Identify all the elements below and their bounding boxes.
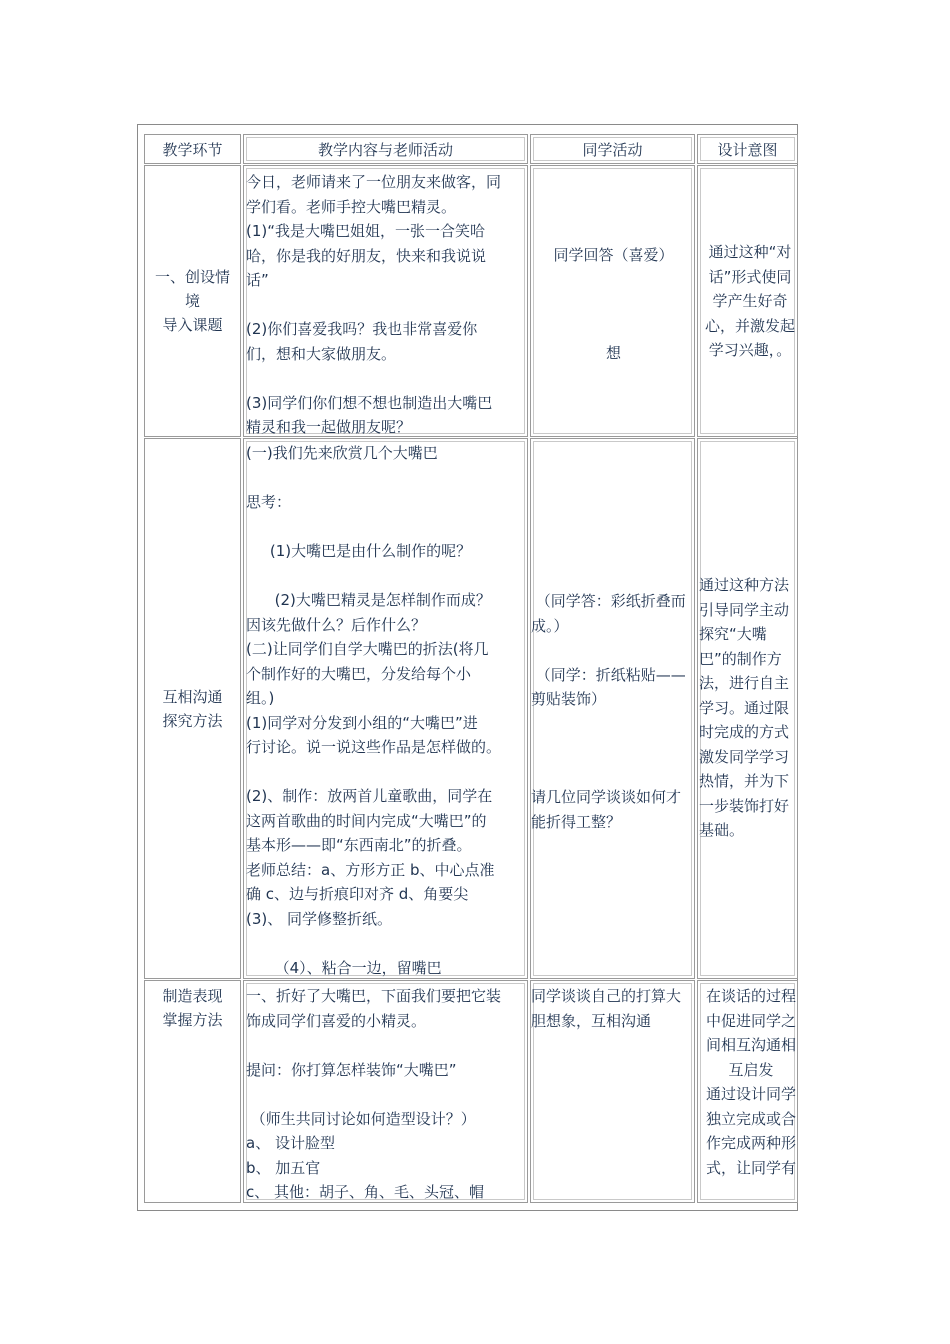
cell-line: (二)让同学们自学大嘴巴的折法(将几	[246, 640, 489, 658]
cell-line: 确 c、边与折痕印对齐 d、角要尖	[246, 885, 469, 903]
cell-line: 导入课题	[162, 316, 223, 334]
cell-line: 学们看。老师手控大嘴巴精灵。	[246, 197, 457, 216]
cell-line: （师生共同讨论如何造型设计？）	[246, 1109, 476, 1128]
cell-line: 通过这种“对	[708, 243, 792, 261]
row1-content	[243, 165, 528, 437]
cell-line: 老师总结：a、方形方正 b、中心点准	[246, 860, 495, 879]
cell-line: （同学：折纸粘贴——	[531, 665, 686, 684]
cell-line	[246, 1082, 501, 1107]
cell-line: 学产生好奇	[712, 292, 788, 310]
cell-line: 同学谈谈自己的打算大	[531, 987, 682, 1005]
header-label: 设计意图	[717, 140, 778, 159]
header-student	[530, 134, 695, 164]
cell-line: 学习。通过限	[699, 698, 790, 717]
row2-intent	[697, 438, 798, 979]
cell-line: （4）、粘合一边，留嘴巴	[246, 958, 442, 977]
cell-line: 胆想象，互相沟通	[531, 1011, 652, 1030]
cell-line: 饰成同学们喜爱的小精灵。	[246, 1011, 427, 1030]
cell-line: (2)你们喜爱我吗？我也非常喜爱你	[246, 320, 478, 338]
cell-line	[531, 268, 695, 293]
cell-line	[531, 761, 686, 786]
cell-line: 今日，老师请来了一位朋友来做客，同	[246, 173, 502, 191]
cell-line: 思考：	[246, 493, 292, 511]
cell-line: b、 加五官	[246, 1158, 321, 1177]
cell-line	[246, 466, 501, 491]
cell-line: 互相沟通	[162, 687, 223, 706]
header-content	[243, 134, 528, 164]
cell-line: 境	[184, 292, 200, 310]
cell-line: 基础。	[699, 821, 745, 839]
cell-line: 剪贴装饰）	[531, 690, 607, 708]
cell-line: (1)大嘴巴是由什么制作的呢？	[246, 542, 472, 560]
cell-line: 通过设计同学	[705, 1085, 796, 1103]
cell-line: 作完成两种形	[705, 1134, 796, 1152]
cell-line: 探究方法	[162, 711, 223, 730]
cell-line: 们，想和大家做朋友。	[246, 344, 397, 363]
cell-line	[246, 515, 501, 540]
cell-line: 独立完成或合	[705, 1109, 796, 1128]
cell-line: 想	[605, 344, 621, 362]
row1-stage	[144, 165, 241, 437]
cell-line: 话”	[246, 271, 269, 289]
cell-line	[531, 317, 695, 342]
cell-line	[246, 760, 501, 785]
cell-line: 能折得工整？	[531, 812, 622, 831]
row2-content	[243, 438, 528, 979]
cell-line: 掌握方法	[162, 1011, 223, 1029]
cell-line: 这两首歌曲的时间内完成“大嘴巴”的	[246, 811, 487, 830]
cell-line: 巴”的制作方	[699, 649, 782, 668]
cell-line: 式，让同学有	[705, 1158, 796, 1177]
cell-line	[531, 292, 695, 317]
cell-line: 请几位同学谈谈如何才	[531, 788, 682, 806]
cell-line: 中促进同学之	[705, 1011, 796, 1030]
cell-line: 通过这种方法	[699, 576, 790, 594]
header-label: 教学内容与老师活动	[317, 140, 453, 159]
cell-line: 时完成的方式	[699, 723, 790, 741]
cell-line: 基本形——即“东西南北”的折叠。	[246, 836, 472, 854]
cell-line: (一)我们先来欣赏几个大嘴巴	[246, 444, 438, 462]
cell-line: (1)同学对分发到小组的“大嘴巴”进	[246, 713, 478, 732]
cell-line: 间相互沟通相	[705, 1036, 796, 1054]
row3-intent	[697, 980, 798, 1203]
cell-line: 一、创设情	[154, 268, 230, 286]
row2-student	[530, 438, 695, 979]
header-label: 教学环节	[162, 140, 223, 159]
cell-line: 一、折好了大嘴巴，下面我们要把它装	[246, 987, 502, 1005]
cell-line	[246, 931, 501, 956]
cell-line: 学习兴趣，。	[708, 341, 792, 359]
row2-stage	[144, 438, 241, 979]
cell-line: c、 其他：胡子、角、毛、头冠、帽	[246, 1183, 485, 1201]
cell-line	[531, 638, 686, 663]
cell-line	[246, 366, 501, 391]
cell-line: 激发同学学习	[699, 747, 790, 766]
cell-line: 探究“大嘴	[699, 625, 767, 643]
cell-line: 话”形式使同	[708, 267, 792, 286]
header-label: 同学活动	[582, 140, 643, 159]
cell-line: (3)、 同学修整折纸。	[246, 909, 393, 928]
cell-line: 在谈话的过程	[705, 987, 796, 1005]
cell-line: (3)同学们你们想不想也制造出大嘴巴	[246, 393, 493, 412]
cell-line	[531, 736, 686, 761]
cell-line: 精灵和我一起做朋友呢？	[246, 418, 412, 436]
cell-line: a、 设计脸型	[246, 1134, 335, 1152]
cell-line: 组。)	[246, 689, 275, 707]
cell-line: (2)大嘴巴精灵是怎样制作而成？	[246, 591, 491, 609]
row3-stage	[144, 980, 241, 1203]
cell-line	[246, 564, 501, 589]
header-stage	[144, 134, 241, 164]
row3-student	[530, 980, 695, 1203]
cell-line: 成。）	[531, 616, 569, 635]
cell-line: (1)“我是大嘴巴姐姐，一张一合笑哈	[246, 222, 486, 240]
cell-line	[531, 712, 686, 737]
cell-line: 提问：你打算怎样装饰“大嘴巴”	[246, 1060, 457, 1079]
cell-line: 法，进行自主	[699, 674, 790, 692]
cell-line	[246, 1033, 501, 1058]
row1-intent	[697, 165, 798, 437]
cell-line: 一步装饰打好	[699, 796, 790, 815]
cell-line: 哈，你是我的好朋友，快来和我说说	[246, 246, 487, 265]
row3-content	[243, 980, 528, 1203]
cell-line	[246, 293, 501, 318]
cell-line: （同学答：彩纸折叠而	[531, 592, 686, 610]
row1-student	[530, 165, 695, 437]
cell-line: 行讨论。说一说这些作品是怎样做的。	[246, 738, 502, 756]
header-intent	[697, 134, 798, 164]
cell-line: (2)、制作：放两首儿童歌曲，同学在	[246, 787, 493, 805]
cell-line: 互启发	[728, 1060, 774, 1079]
cell-line: 心，并激发起	[704, 316, 795, 335]
cell-line: 制造表现	[162, 987, 223, 1005]
cell-line: 热情，并为下	[699, 772, 790, 790]
cell-line: 同学回答（喜爱）	[553, 246, 674, 264]
cell-line: 个制作好的大嘴巴，分发给每个小	[246, 664, 472, 683]
cell-line: 引导同学主动	[699, 600, 790, 619]
cell-line: 因该先做什么？后作什么？	[246, 615, 427, 634]
